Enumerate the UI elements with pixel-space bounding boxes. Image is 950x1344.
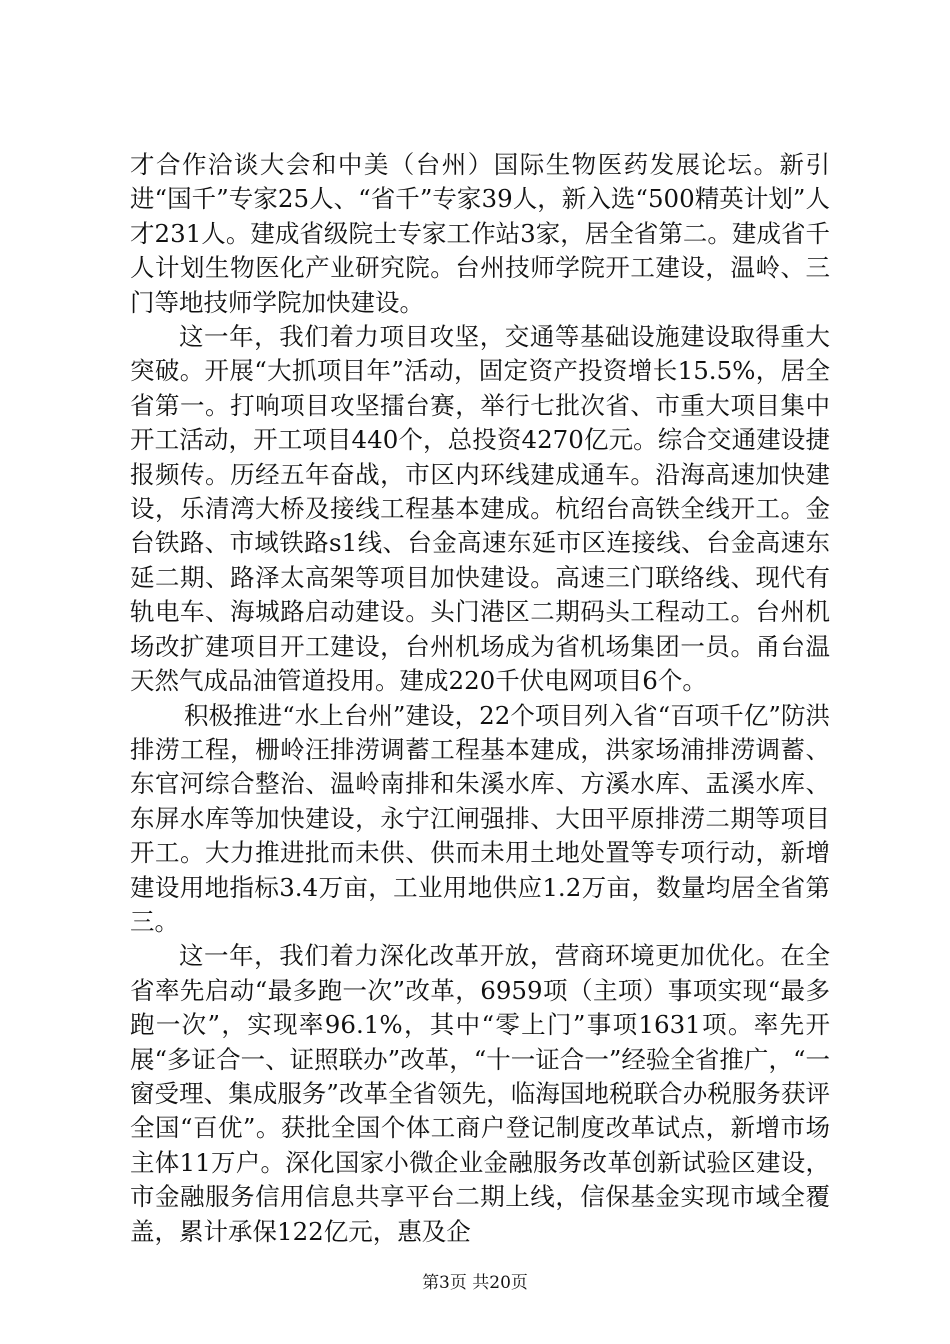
paragraph-projects: 这一年，我们着力项目攻坚，交通等基础设施建设取得重大突破。开展“大抓项目年”活动，固定资产投资增长15.5%，居全省第一。打响项目攻坚擂台赛，举行七批次省、市重大项目集中开工活动，开工项目440个，总投资4270亿元。综合交通建设捷报频传。历经五年奋战，市区内环线建成通车。沿海高速加快建设，乐清湾大桥及接线工程基本建成。杭绍台高铁全线开工。金台铁路、市域铁路s1线、台金高速东延市区连接线、台金高速东延二期、路泽太高架等项目加快建设。高速三门联络线、现代有轨电车、海城路启动建设。头门港区二期码头工程动工。台州机场改扩建项目开工建设，台州机场成为省机场集团一员。甬台温天然气成品油管道投用。建成220千伏电网项目6个。 [130, 322, 830, 696]
paragraph-talent: 才合作洽谈大会和中美（台州）国际生物医药发展论坛。新引进“国千”专家25人、“省千”专家39人，新入选“500精英计划”人才231人。建成省级院士专家工作站3家，居全省第二。建成省千人计划生物医化产业研究院。台州技师学院开工建设，温岭、三门等地技师学院加快建设。 [130, 150, 830, 317]
document-body [130, 148, 830, 1249]
paragraph-reform: 这一年，我们着力深化改革开放，营商环境更加优化。在全省率先启动“最多跑一次”改革，6959项（主项）事项实现“最多跑一次”，实现率96.1%，其中“零上门”事项1631项。率先开展“多证合一、证照联办”改革，“十一证合一”经验全省推广，“一窗受理、集成服务”改革全省领先，临海国地税联合办税服务获评全国“百优”。获批全国个体工商户登记制度改革试点，新增市场主体11万户。深化国家小微企业金融服务改革创新试验区建设，市金融服务信用信息共享平台二期上线，信保基金实现市域全覆盖，累计承保122亿元，惠及企 [130, 941, 830, 1246]
page-number-footer: 第3页 共20页 [422, 1273, 528, 1293]
paragraph-water-projects: 积极推进“水上台州”建设，22个项目列入省“百项千亿”防洪排涝工程，栅岭汪排涝调蓄工程基本建成，洪家场浦排涝调蓄、东官河综合整治、温岭南排和朱溪水库、方溪水库、盂溪水库、东屏水库等加快建设，永宁江闸强排、大田平原排涝二期等项目开工。大力推进批而未供、供而未用土地处置等专项行动，新增建设用地指标3.4万亩，工业用地供应1.2万亩，数量均居全省第三。 [130, 700, 830, 936]
